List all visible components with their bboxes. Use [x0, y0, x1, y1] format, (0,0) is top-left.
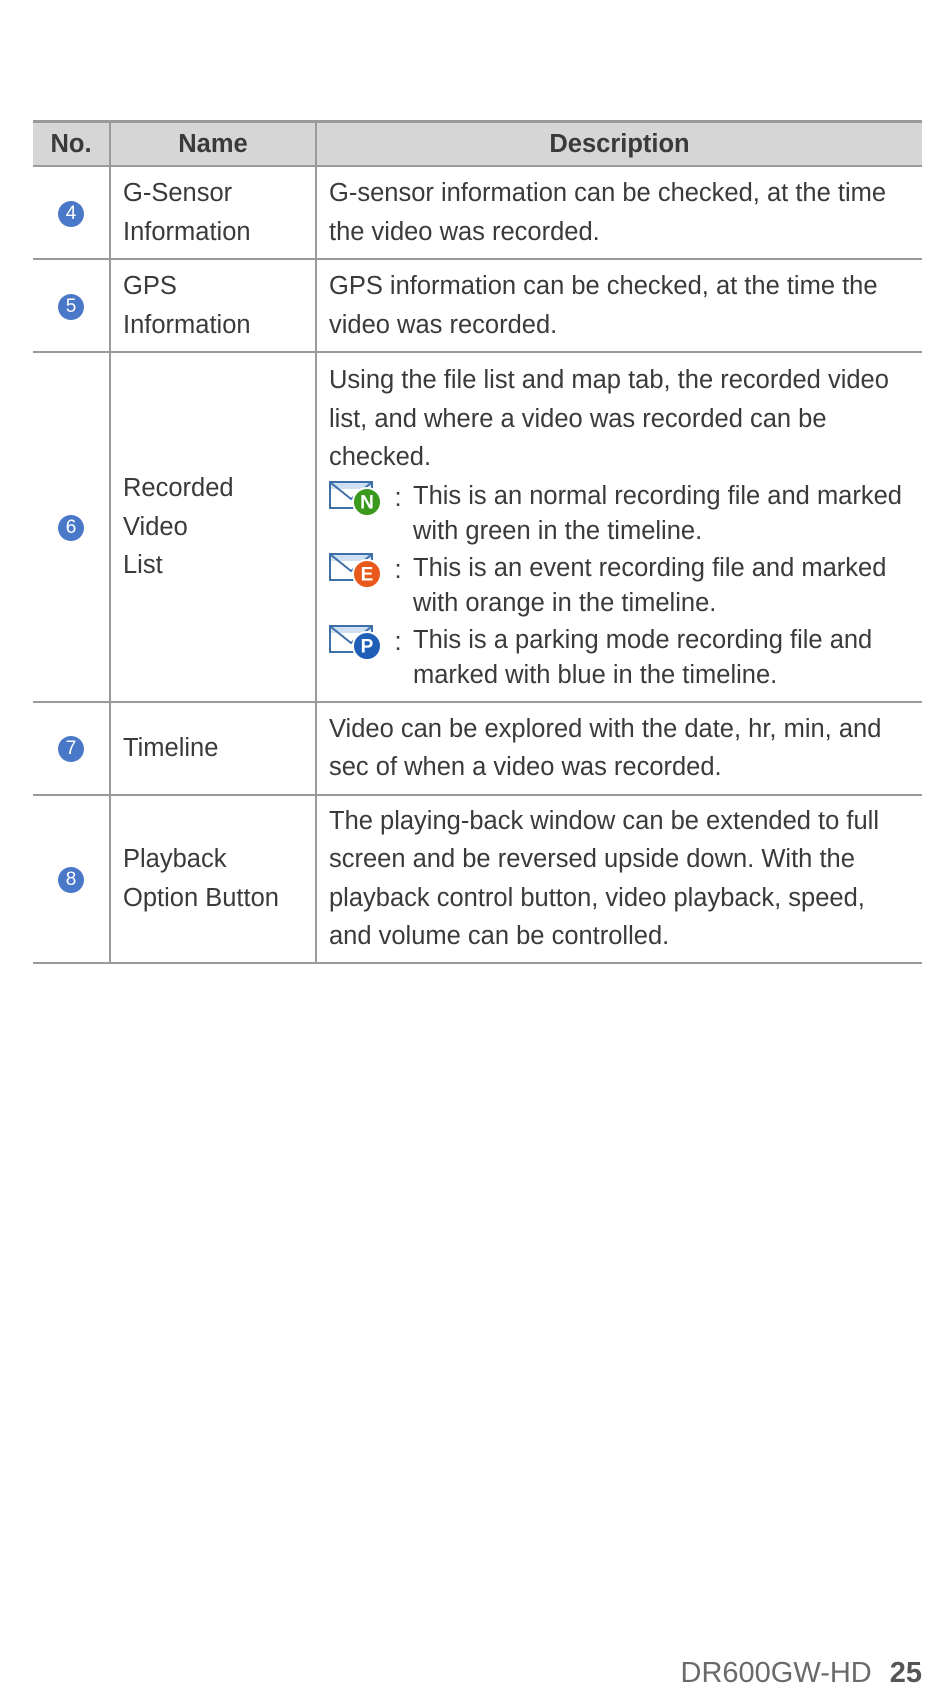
row-description-line: playback control button, video playback, speed,: [329, 883, 865, 912]
row-number-cell: [33, 795, 110, 963]
row-description-line: video was recorded.: [329, 310, 558, 339]
legend-text: [413, 551, 910, 621]
legend-colon: :: [394, 627, 402, 656]
row-name-line: Information: [123, 310, 251, 339]
row-description-line: The playing-back window can be extended to full: [329, 806, 880, 835]
row-name-line: Recorded Video: [123, 474, 234, 541]
legend-line: with green in the timeline.: [413, 516, 703, 545]
row-name-cell: [110, 166, 316, 259]
page-footer: [681, 1655, 922, 1691]
legend-colon: :: [394, 555, 402, 584]
row-name-cell: [110, 795, 316, 963]
row-name-line: Playback: [123, 845, 227, 873]
icon-letter: P: [360, 636, 374, 657]
row-name-line: Option Button: [123, 883, 279, 912]
row-description-cell: [316, 166, 922, 259]
table-header-row: [33, 122, 922, 167]
legend-line: This is an event recording file and marked: [413, 553, 887, 582]
row-name-line: Timeline: [123, 733, 219, 762]
row-name-line: GPS: [123, 272, 177, 300]
row-name-line: List: [123, 551, 163, 579]
table-row: [33, 702, 922, 795]
row-description-line: and volume can be controlled.: [329, 922, 670, 950]
legend-text: [413, 479, 910, 549]
header-description: Description: [316, 122, 922, 167]
row-description-cell: [316, 352, 922, 702]
number-badge: 8: [58, 867, 84, 893]
row-description-line: list, and where a video was recorded can be checked.: [329, 404, 827, 471]
parking-recording-icon: [329, 623, 383, 663]
number-badge: 6: [58, 515, 84, 541]
row-description-cell: [316, 259, 922, 352]
number-badge: 4: [58, 201, 84, 227]
row-description-cell: [316, 795, 922, 963]
legend-text: [413, 623, 910, 693]
row-description-cell: [316, 702, 922, 795]
number-badge: 5: [58, 294, 84, 320]
description-table: [33, 120, 922, 964]
table-row: [33, 259, 922, 352]
legend-item-event: [329, 551, 910, 621]
row-name-cell: [110, 352, 316, 702]
legend-line: This is a parking mode recording file and: [413, 625, 873, 654]
event-recording-icon: [329, 551, 383, 591]
page-number: 25: [889, 1657, 922, 1689]
row-description-line: sec of when a video was recorded.: [329, 753, 722, 781]
icon-letter: E: [360, 564, 374, 585]
header-name: Name: [110, 122, 316, 167]
row-description-line: GPS information can be checked, at the time the: [329, 272, 878, 300]
legend-line: with orange in the timeline.: [413, 588, 717, 617]
row-description-line: Video can be explored with the date, hr, min, and: [329, 714, 882, 743]
row-description-line: Using the file list and map tab, the recorded video: [329, 366, 889, 394]
legend-item-normal: [329, 479, 910, 549]
model-name: DR600GW-HD: [680, 1657, 872, 1689]
row-name-line: Information: [123, 217, 251, 246]
row-number-cell: [33, 259, 110, 352]
row-description-line: screen and be reversed upside down. With the: [329, 845, 855, 873]
row-description-line: G-sensor information can be checked, at the time: [329, 179, 887, 207]
normal-recording-icon: [329, 479, 383, 519]
legend-colon: :: [394, 483, 402, 512]
row-description-line: the video was recorded.: [329, 217, 600, 246]
row-name-cell: [110, 259, 316, 352]
number-badge: 7: [58, 736, 84, 762]
header-no: No.: [33, 122, 110, 167]
table-row: [33, 795, 922, 963]
row-number-cell: [33, 352, 110, 702]
table-row: [33, 166, 922, 259]
row-number-cell: [33, 166, 110, 259]
legend-line: marked with blue in the timeline.: [413, 660, 778, 689]
row-name-cell: [110, 702, 316, 795]
row-name-line: G-Sensor: [123, 179, 233, 207]
icon-letter: N: [360, 492, 374, 513]
legend-item-parking: [329, 623, 910, 693]
row-number-cell: [33, 702, 110, 795]
legend-line: This is an normal recording file and marked: [413, 481, 902, 510]
table-row: [33, 352, 922, 702]
